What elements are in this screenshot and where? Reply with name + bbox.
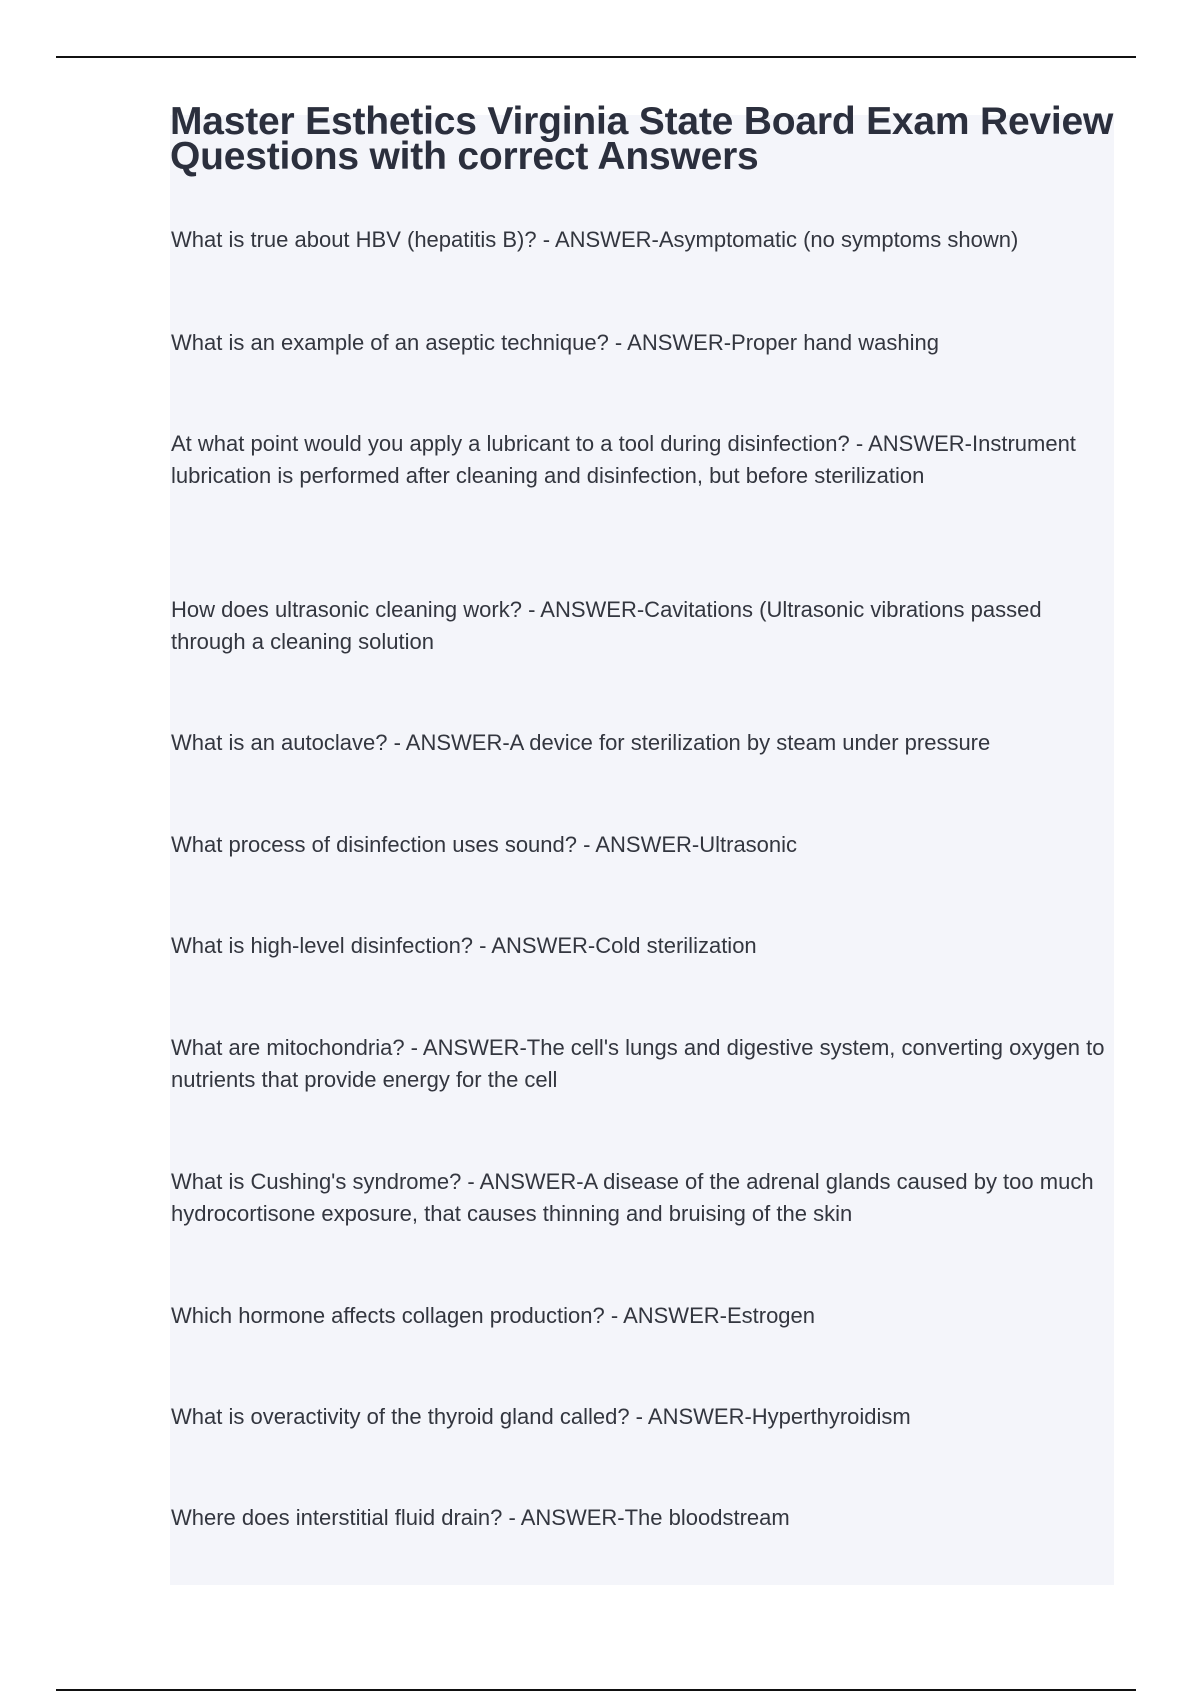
qa-item-9: What is Cushing's syndrome? - ANSWER-A disease of the adrenal glands caused by too much hydrocortisone exposure, that causes thinning and bruising of the skin	[171, 1169, 1094, 1226]
qa-item-1: What is true about HBV (hepatitis B)? - ANSWER-Asymptomatic (no symptoms shown)	[171, 227, 1019, 252]
qa-item-3: At what point would you apply a lubricant to a tool during disinfection? - ANSWER-Instrument lubrication is performed after cleaning and disinfection, but before sterilization	[171, 431, 1076, 488]
page-top-rule	[56, 56, 1136, 58]
qa-item-5: What is an autoclave? - ANSWER-A device for sterilization by steam under pressure	[171, 730, 991, 755]
qa-item-6: What process of disinfection uses sound? - ANSWER-Ultrasonic	[171, 832, 798, 857]
page-bottom-rule	[56, 1689, 1136, 1691]
qa-item-4: How does ultrasonic cleaning work? - ANSWER-Cavitations (Ultrasonic vibrations passed through a cleaning solution	[171, 597, 1042, 654]
qa-item-11: What is overactivity of the thyroid gland called? - ANSWER-Hyperthyroidism	[171, 1404, 911, 1429]
qa-item-10: Which hormone affects collagen production? - ANSWER-Estrogen	[171, 1303, 816, 1328]
document-title: Master Esthetics Virginia State Board Exam Review Questions with correct Answers	[170, 100, 1114, 178]
qa-item-8: What are mitochondria? - ANSWER-The cell's lungs and digestive system, converting oxygen to nutrients that provide energy for the cell	[171, 1035, 1105, 1092]
qa-item-2: What is an example of an aseptic technique? - ANSWER-Proper hand washing	[171, 330, 939, 355]
qa-item-12: Where does interstitial fluid drain? - ANSWER-The bloodstream	[171, 1505, 790, 1530]
qa-item-7: What is high-level disinfection? - ANSWER-Cold sterilization	[171, 933, 757, 958]
